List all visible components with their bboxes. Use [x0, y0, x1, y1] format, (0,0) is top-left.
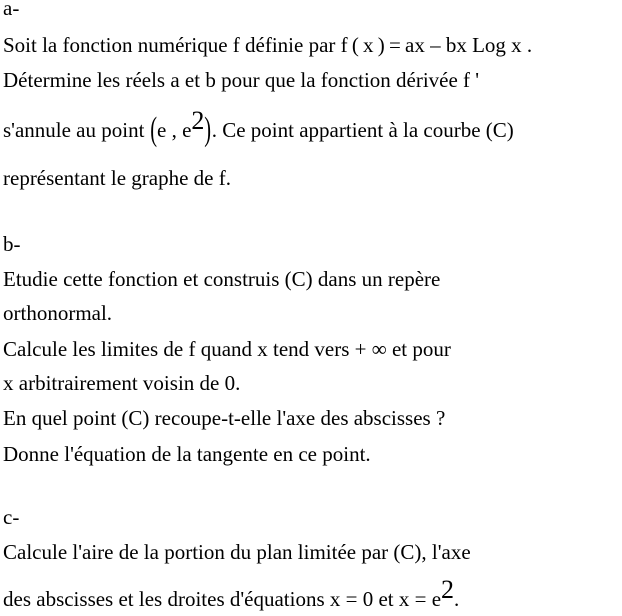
section-a-line-3-end: . Ce point appartient à la courbe (C) [211, 118, 514, 142]
section-b-line-4: x arbitrairement voisin de 0. [3, 371, 241, 395]
section-b-line-6: Donne l'équation de la tangente en ce point. [3, 442, 371, 466]
section-a-line-4: représentant le graphe de f. [3, 166, 231, 190]
section-a-line-1: Soit la fonction numérique f définie par f ( x ) = ax – bx Log x . [3, 33, 533, 57]
point-open-paren: ( [149, 111, 157, 148]
section-c-line-2-end: . [454, 587, 460, 611]
section-c-label: c- [3, 505, 20, 529]
point-exponent: 2 [191, 106, 205, 135]
section-a-line-2: Détermine les réels a et b pour que la fonction dérivée f ' [3, 68, 480, 92]
section-b-line-1: Etudie cette fonction et construis (C) dans un repère [3, 267, 441, 291]
section-c-line-1: Calcule l'aire de la portion du plan limitée par (C), l'axe [3, 540, 471, 564]
section-c-line-2-start: des abscisses et les droites d'équations x = 0 et x = e [3, 587, 442, 611]
section-c-line-2 [3, 575, 460, 611]
section-b-label: b- [3, 232, 21, 256]
point-coordinates: e , e [157, 118, 192, 142]
section-a-line-3-start: s'annule au point [3, 118, 145, 142]
section-a-label: a- [3, 0, 20, 20]
point-close-paren: ) [204, 111, 212, 148]
section-b-line-5: En quel point (C) recoupe-t-elle l'axe des abscisses ? [3, 406, 446, 430]
section-b-line-2: orthonormal. [3, 301, 113, 325]
section-a-line-3 [3, 106, 514, 148]
section-c-exponent: 2 [441, 575, 455, 604]
section-b-line-3: Calcule les limites de f quand x tend vers + ∞ et pour [3, 337, 451, 361]
